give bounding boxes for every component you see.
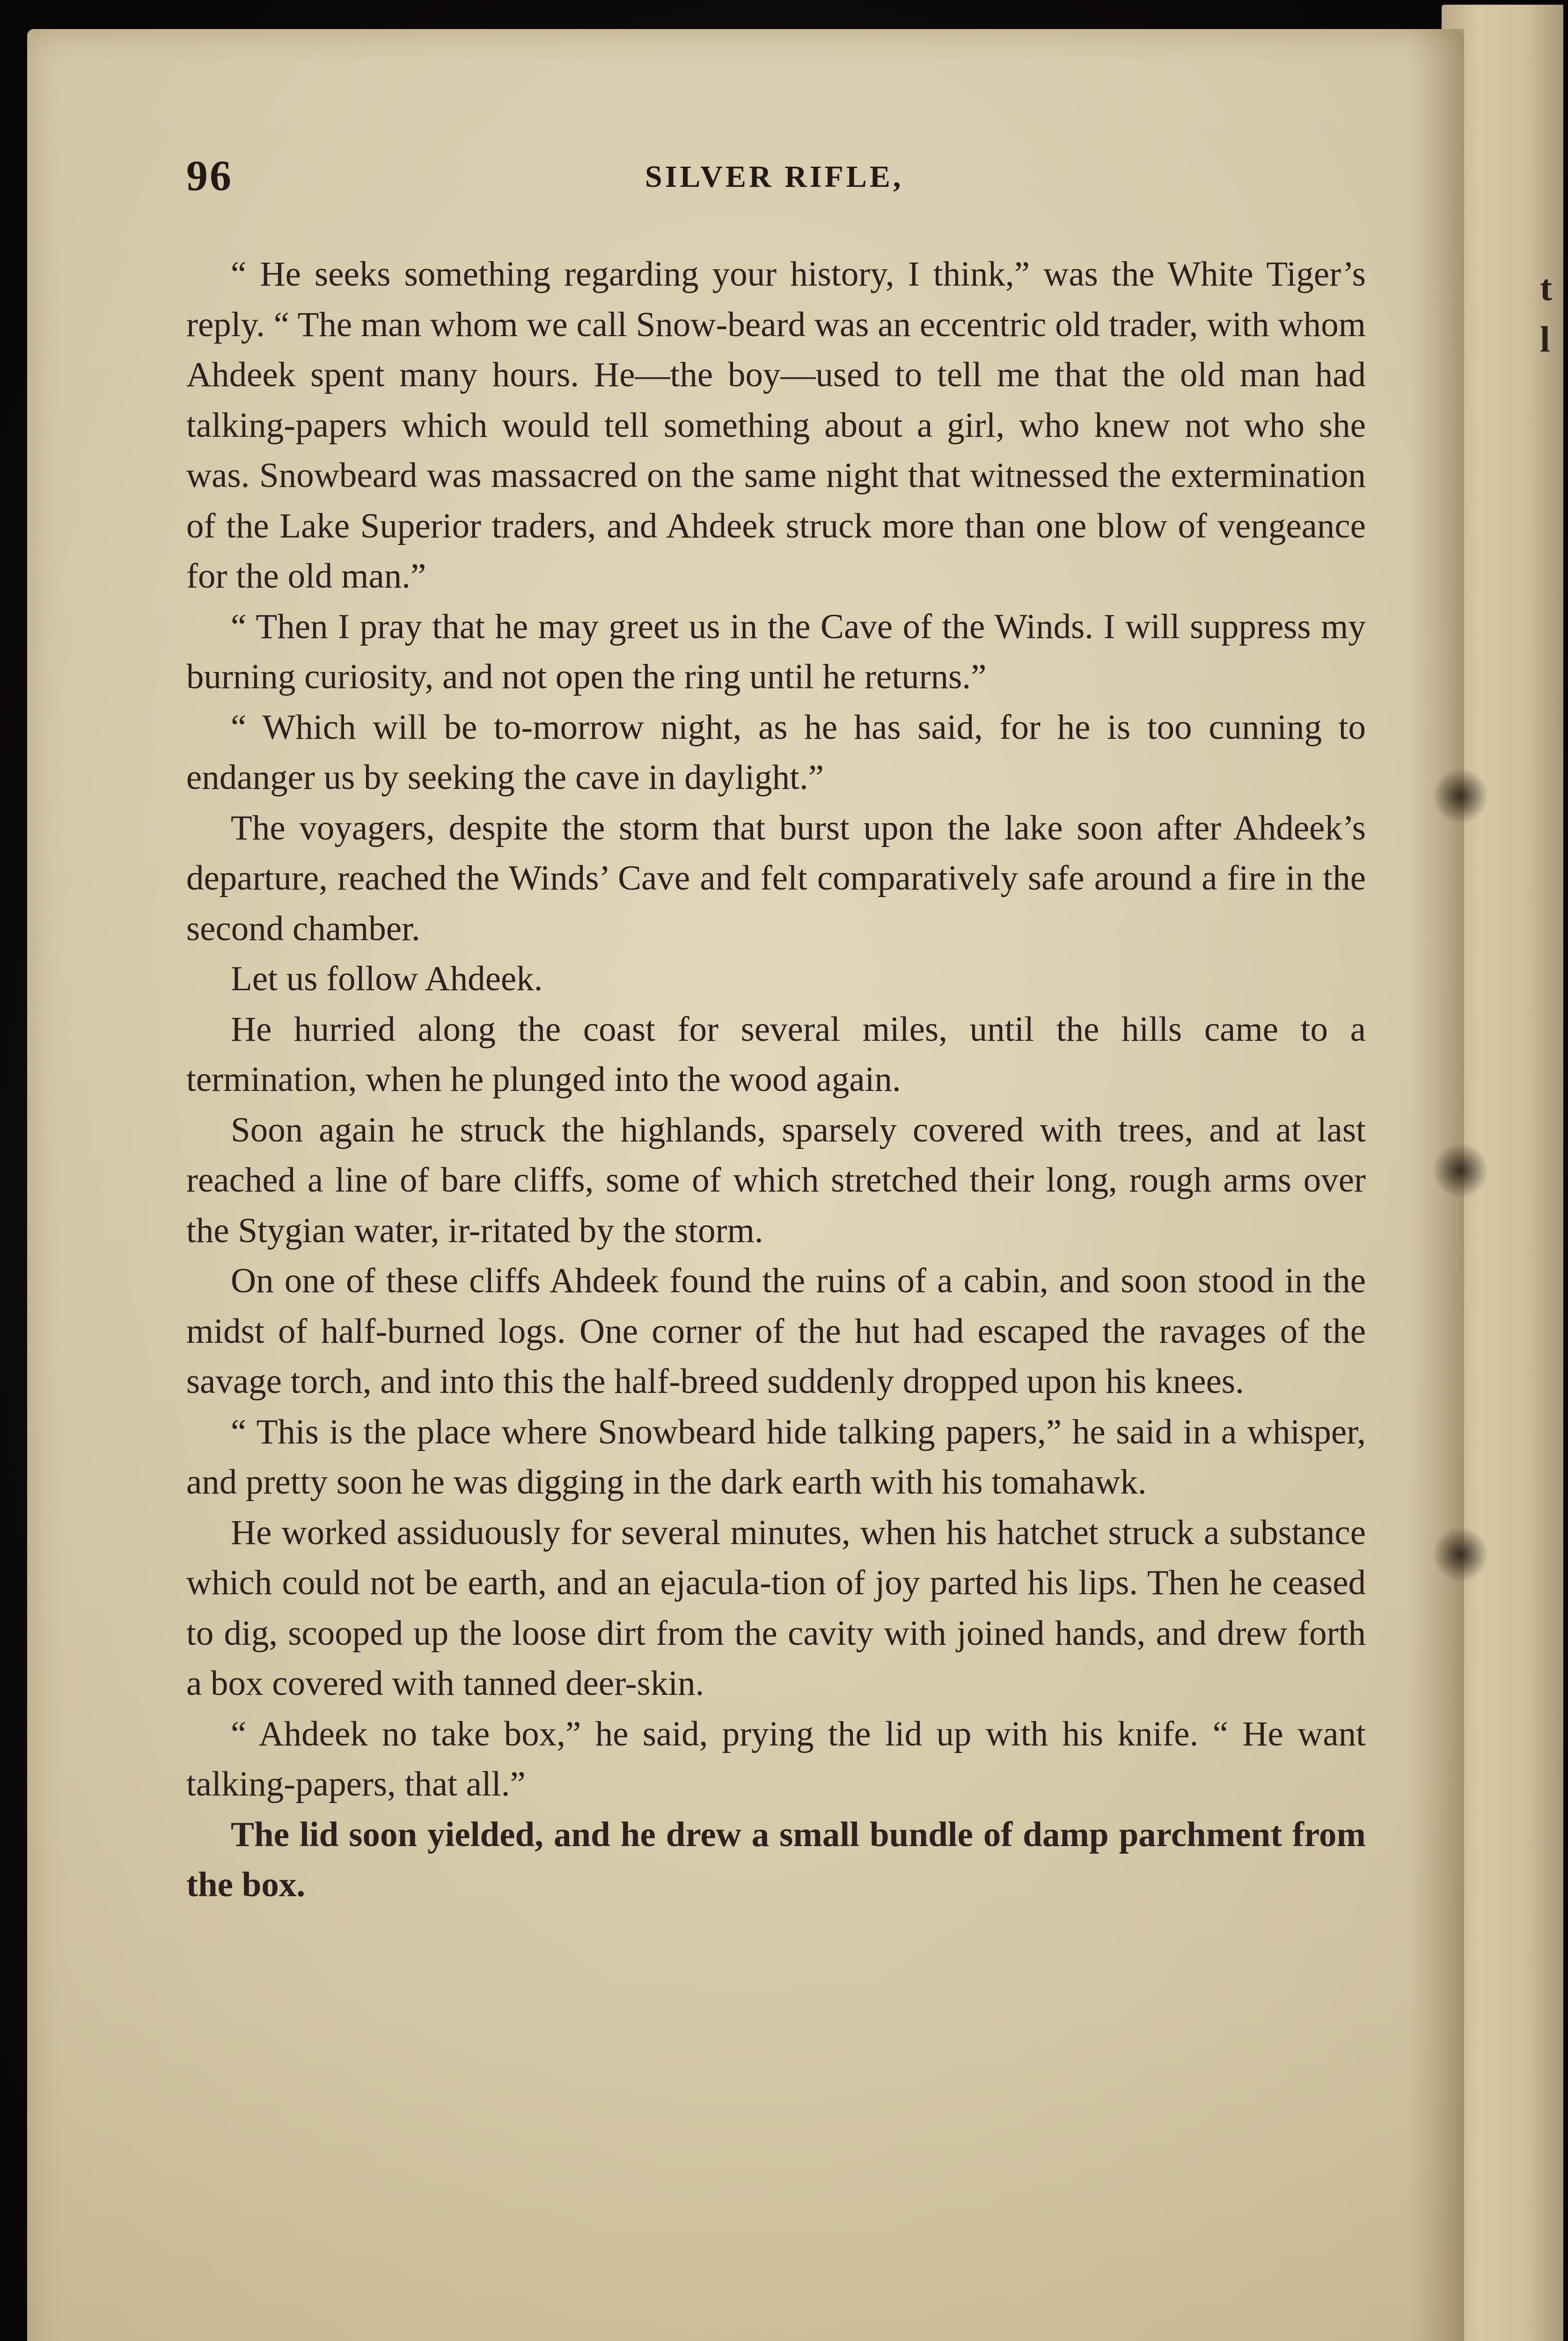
- paragraph: “ Which will be to-morrow night, as he has said, for he is too cunning to endanger us by seeking the cave in daylight.”: [186, 707, 1366, 797]
- book-page: [27, 29, 1464, 2341]
- facing-page-text-fragment: t l: [1540, 267, 1552, 360]
- paragraph: The lid soon yielded, and he drew a small bundle of damp parchment from the box.: [186, 1815, 1366, 1904]
- paragraph: On one of these cliffs Ahdeek found the ruins of a cabin, and soon stood in the midst of half-burned logs. One corner of the hut had escaped the ravages of the savage torch, and into this the half-breed suddenly dropped upon his knees.: [186, 1261, 1366, 1401]
- page-number: 96: [186, 152, 233, 199]
- page-tear-mark: [1432, 1142, 1488, 1199]
- page-tear-mark: [1432, 1526, 1488, 1583]
- page-tear-mark: [1432, 768, 1488, 824]
- running-head: SILVER RIFLE,: [645, 160, 904, 194]
- paragraph: He worked assiduously for several minutes, when his hatchet struck a substance which could not be earth, and an ejacula-tion of joy parted his lips. Then he ceased to dig, scooped up the loose dirt from the cavity with joined hands, and drew forth a box covered with tanned deer-skin.: [186, 1513, 1366, 1703]
- page-header: [158, 151, 1375, 207]
- paragraph: “ Ahdeek no take box,” he said, prying the lid up with his knife. “ He want talking-papers, that all.”: [186, 1714, 1366, 1804]
- paragraph: Let us follow Ahdeek.: [231, 959, 543, 998]
- paragraph: He hurried along the coast for several miles, until the hills came to a termination, when he plunged into the wood again.: [186, 1009, 1366, 1099]
- paragraph: Soon again he struck the highlands, sparsely covered with trees, and at last reached a line of bare cliffs, some of which stretched their long, rough arms over the Stygian water, ir-ritated by the storm.: [186, 1110, 1366, 1250]
- paragraph: The voyagers, despite the storm that burst upon the lake soon after Ahdeek’s departure, reached the Winds’ Cave and felt comparatively safe around a fire in the second chamber.: [186, 808, 1366, 948]
- paragraph: “ He seeks something regarding your history, I think,” was the White Tiger’s reply. “ The man whom we call Snow-beard was an eccentric old trader, with whom Ahdeek spent many hours. He—the boy—used to tell me that the old man had talking-papers which would tell something about a girl, who knew not who she was. Snowbeard was massacred on the same night that witnessed the extermination of the Lake Superior traders, and Ahdeek struck more than one blow of vengeance for the old man.”: [186, 255, 1366, 596]
- paragraph: “ Then I pray that he may greet us in the Cave of the Winds. I will suppress my burning curiosity, and not open the ring until he returns.”: [186, 607, 1366, 696]
- body-text: [186, 249, 1366, 1910]
- paragraph: “ This is the place where Snowbeard hide talking papers,” he said in a whisper, and pretty soon he was digging in the dark earth with his tomahawk.: [186, 1412, 1366, 1502]
